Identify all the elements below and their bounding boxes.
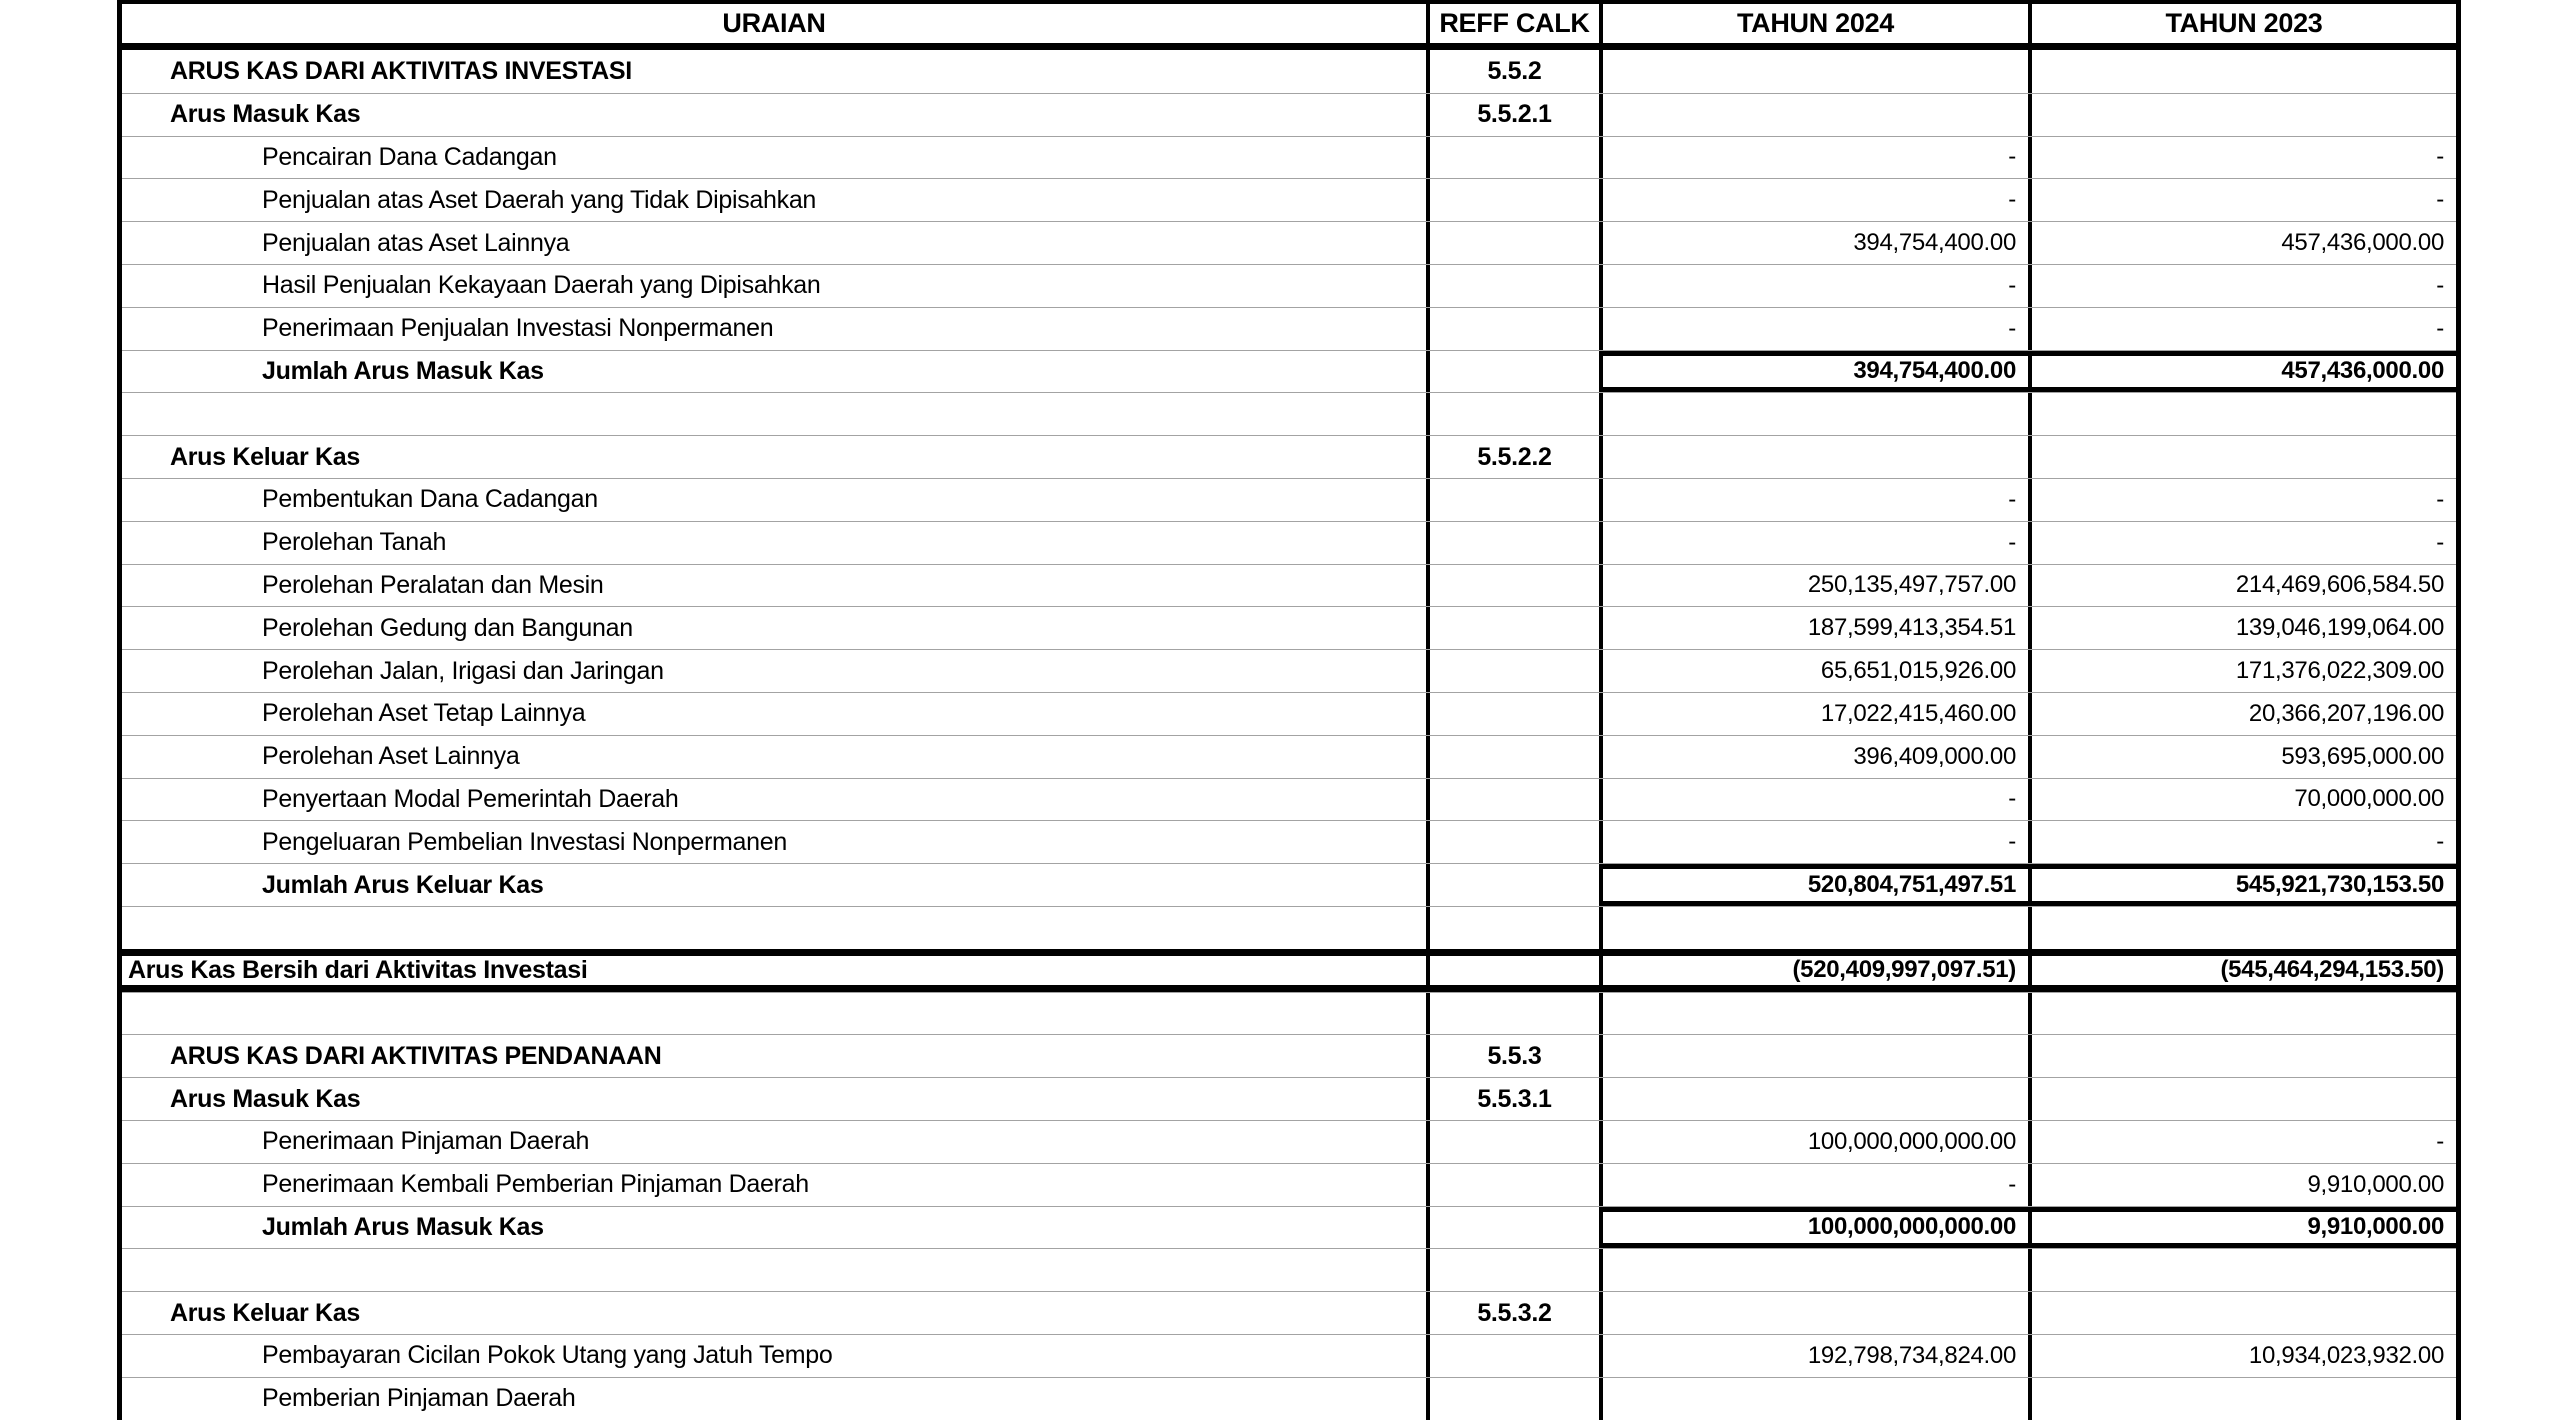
tahun-2024-cell <box>1603 1378 2032 1420</box>
table-header-row <box>122 4 2456 50</box>
uraian-cell: Perolehan Aset Lainnya <box>122 736 1430 778</box>
table-row <box>122 392 2456 435</box>
uraian-cell <box>122 393 1430 435</box>
tahun-2023-cell: 20,366,207,196.00 <box>2248 699 2444 727</box>
uraian-cell: Penerimaan Penjualan Investasi Nonpermanen <box>122 308 1430 350</box>
table-row <box>122 307 2456 350</box>
tahun-2024-cell <box>1603 1292 2032 1334</box>
tahun-2024-cell: 394,754,400.00 <box>1603 222 2032 264</box>
reff-calk-cell <box>1430 179 1603 221</box>
tahun-2023-cell: 593,695,000.00 <box>2281 742 2444 770</box>
table-row <box>122 1120 2456 1163</box>
tahun-2023-cell <box>2032 907 2456 949</box>
tahun-2024-cell: 100,000,000,000.00 <box>1603 1121 2032 1163</box>
reff-calk-cell <box>1430 693 1603 735</box>
uraian-cell: Penerimaan Kembali Pemberian Pinjaman Daerah <box>122 1164 1430 1206</box>
tahun-2023-cell <box>2032 50 2456 93</box>
table-row <box>122 735 2456 778</box>
cash-flow-table <box>117 0 2461 1420</box>
uraian-cell: Perolehan Tanah <box>122 522 1430 564</box>
uraian-cell: Penerimaan Pinjaman Daerah <box>122 1121 1430 1163</box>
tahun-2023-cell <box>2032 993 2456 1035</box>
table-row <box>122 1034 2456 1077</box>
tahun-2023-cell <box>2032 1292 2456 1334</box>
table-row <box>122 1163 2456 1206</box>
uraian-cell: Jumlah Arus Masuk Kas <box>122 351 1430 393</box>
tahun-2024-cell <box>1603 1035 2032 1077</box>
uraian-cell: Arus Keluar Kas <box>122 436 1430 478</box>
tahun-2023-cell: 171,376,022,309.00 <box>2235 657 2444 685</box>
uraian-cell: ARUS KAS DARI AKTIVITAS PENDANAAN <box>122 1035 1430 1077</box>
table-row <box>122 606 2456 649</box>
table-row <box>122 1206 2456 1249</box>
uraian-cell: Penjualan atas Aset Lainnya <box>122 222 1430 264</box>
reff-calk-cell <box>1430 736 1603 778</box>
reff-calk-cell: 5.5.2 <box>1430 50 1603 93</box>
uraian-cell: Arus Masuk Kas <box>122 94 1430 136</box>
reff-calk-cell: 5.5.2.1 <box>1430 94 1603 136</box>
tahun-2024-cell: 520,804,751,497.51 <box>1603 864 2032 906</box>
table-row <box>122 221 2456 264</box>
reff-calk-cell <box>1430 1164 1603 1206</box>
reff-calk-cell: 5.5.3.1 <box>1430 1078 1603 1120</box>
table-body <box>122 50 2456 1420</box>
reff-calk-cell <box>1430 607 1603 649</box>
tahun-2024-cell: 17,022,415,460.00 <box>1603 693 2032 735</box>
table-row <box>122 778 2456 821</box>
reff-calk-cell <box>1430 1335 1603 1377</box>
tahun-2024-cell: - <box>1603 308 2032 350</box>
uraian-cell: Arus Keluar Kas <box>122 1292 1430 1334</box>
tahun-2024-cell <box>1603 94 2032 136</box>
reff-calk-cell <box>1430 565 1603 607</box>
uraian-cell: Penjualan atas Aset Daerah yang Tidak Dipisahkan <box>122 179 1430 221</box>
table-row <box>122 521 2456 564</box>
tahun-2023-cell: - <box>2436 143 2444 171</box>
tahun-2024-cell <box>1603 1078 2032 1120</box>
reff-calk-cell <box>1430 479 1603 521</box>
table-row <box>122 992 2456 1035</box>
reff-calk-cell <box>1430 522 1603 564</box>
tahun-2024-cell: - <box>1603 1164 2032 1206</box>
table-row <box>122 906 2456 949</box>
table-row <box>122 949 2456 992</box>
table-row <box>122 264 2456 307</box>
uraian-cell: Perolehan Aset Tetap Lainnya <box>122 693 1430 735</box>
tahun-2023-cell: - <box>2436 186 2444 214</box>
table-row <box>122 649 2456 692</box>
tahun-2024-cell <box>1603 393 2032 435</box>
tahun-2024-cell: - <box>1603 821 2032 863</box>
reff-calk-cell <box>1430 864 1603 906</box>
tahun-2024-cell <box>1603 907 2032 949</box>
reff-calk-cell <box>1430 956 1603 985</box>
table-row <box>122 478 2456 521</box>
uraian-cell: Hasil Penjualan Kekayaan Daerah yang Dipisahkan <box>122 265 1430 307</box>
tahun-2023-cell: - <box>2436 828 2444 856</box>
uraian-cell <box>122 907 1430 949</box>
reff-calk-cell <box>1430 779 1603 821</box>
tahun-2024-cell: - <box>1603 265 2032 307</box>
uraian-cell: Perolehan Jalan, Irigasi dan Jaringan <box>122 650 1430 692</box>
table-row <box>122 1291 2456 1334</box>
tahun-2023-cell: 457,436,000.00 <box>2281 229 2444 257</box>
table-row <box>122 1077 2456 1120</box>
column-header-reff-calk: REFF CALK <box>1430 4 1603 43</box>
tahun-2023-cell <box>2032 1035 2456 1077</box>
tahun-2023-cell: - <box>2436 314 2444 342</box>
reff-calk-cell <box>1430 1378 1603 1420</box>
reff-calk-cell <box>1430 308 1603 350</box>
tahun-2024-cell: - <box>1603 779 2032 821</box>
reff-calk-cell <box>1430 222 1603 264</box>
uraian-cell: Pencairan Dana Cadangan <box>122 137 1430 179</box>
tahun-2023-cell <box>2032 436 2456 478</box>
reff-calk-cell <box>1430 650 1603 692</box>
uraian-cell: Perolehan Peralatan dan Mesin <box>122 565 1430 607</box>
tahun-2023-cell: 457,436,000.00 <box>2032 351 2456 393</box>
tahun-2023-cell: 545,921,730,153.50 <box>2032 864 2456 906</box>
column-header-tahun-2023: TAHUN 2023 <box>2165 8 2323 38</box>
reff-calk-cell <box>1430 821 1603 863</box>
reff-calk-cell: 5.5.3 <box>1430 1035 1603 1077</box>
table-row <box>122 1248 2456 1291</box>
uraian-cell: Perolehan Gedung dan Bangunan <box>122 607 1430 649</box>
reff-calk-cell <box>1430 1121 1603 1163</box>
reff-calk-cell <box>1430 393 1603 435</box>
table-row <box>122 863 2456 906</box>
tahun-2024-cell <box>1603 436 2032 478</box>
uraian-cell: Pemberian Pinjaman Daerah <box>122 1378 1430 1420</box>
tahun-2024-cell <box>1603 50 2032 93</box>
table-row <box>122 564 2456 607</box>
tahun-2024-cell: 394,754,400.00 <box>1603 351 2032 393</box>
tahun-2023-cell: - <box>2436 271 2444 299</box>
table-row <box>122 1377 2456 1420</box>
uraian-cell: Jumlah Arus Keluar Kas <box>122 864 1430 906</box>
tahun-2024-cell: 396,409,000.00 <box>1603 736 2032 778</box>
table-row <box>122 820 2456 863</box>
table-row <box>122 692 2456 735</box>
uraian-cell: Pembayaran Cicilan Pokok Utang yang Jatuh Tempo <box>122 1335 1430 1377</box>
tahun-2024-cell: 192,798,734,824.00 <box>1603 1335 2032 1377</box>
tahun-2023-cell: - <box>2436 1127 2444 1155</box>
tahun-2024-cell: 187,599,413,354.51 <box>1603 607 2032 649</box>
tahun-2023-cell: 214,469,606,584.50 <box>2235 571 2444 599</box>
tahun-2023-cell <box>2032 1249 2456 1291</box>
uraian-cell: Arus Masuk Kas <box>122 1078 1430 1120</box>
tahun-2023-cell <box>2032 1078 2456 1120</box>
column-header-tahun-2024: TAHUN 2024 <box>1603 4 2032 43</box>
tahun-2024-cell: 250,135,497,757.00 <box>1603 565 2032 607</box>
tahun-2023-cell: - <box>2436 528 2444 556</box>
uraian-cell: Pembentukan Dana Cadangan <box>122 479 1430 521</box>
uraian-cell <box>122 993 1430 1035</box>
column-header-uraian: URAIAN <box>122 4 1430 43</box>
tahun-2023-cell: 139,046,199,064.00 <box>2235 614 2444 642</box>
tahun-2024-cell: - <box>1603 179 2032 221</box>
reff-calk-cell <box>1430 1207 1603 1249</box>
uraian-cell: ARUS KAS DARI AKTIVITAS INVESTASI <box>122 50 1430 93</box>
uraian-cell <box>122 1249 1430 1291</box>
uraian-cell: Penyertaan Modal Pemerintah Daerah <box>122 779 1430 821</box>
tahun-2023-cell: 9,910,000.00 <box>2307 1170 2444 1198</box>
reff-calk-cell <box>1430 265 1603 307</box>
table-row <box>122 1334 2456 1377</box>
reff-calk-cell <box>1430 351 1603 393</box>
tahun-2024-cell: - <box>1603 137 2032 179</box>
table-row <box>122 178 2456 221</box>
tahun-2024-cell: - <box>1603 522 2032 564</box>
tahun-2023-cell <box>2032 1378 2456 1420</box>
table-row <box>122 435 2456 478</box>
table-row <box>122 50 2456 93</box>
uraian-cell: Arus Kas Bersih dari Aktivitas Investasi <box>122 956 1430 985</box>
tahun-2023-cell: (545,464,294,153.50) <box>2220 956 2444 984</box>
uraian-cell: Jumlah Arus Masuk Kas <box>122 1207 1430 1249</box>
tahun-2023-cell <box>2032 94 2456 136</box>
reff-calk-cell <box>1430 907 1603 949</box>
table-row <box>122 350 2456 393</box>
tahun-2023-cell: 10,934,023,932.00 <box>2248 1341 2444 1369</box>
reff-calk-cell <box>1430 1249 1603 1291</box>
tahun-2024-cell: - <box>1603 479 2032 521</box>
tahun-2024-cell: (520,409,997,097.51) <box>1603 956 2032 985</box>
tahun-2023-cell: 70,000,000.00 <box>2294 785 2444 813</box>
reff-calk-cell: 5.5.2.2 <box>1430 436 1603 478</box>
reff-calk-cell: 5.5.3.2 <box>1430 1292 1603 1334</box>
tahun-2024-cell <box>1603 1249 2032 1291</box>
tahun-2023-cell: 9,910,000.00 <box>2032 1207 2456 1249</box>
tahun-2024-cell: 65,651,015,926.00 <box>1603 650 2032 692</box>
tahun-2023-cell: - <box>2436 485 2444 513</box>
tahun-2024-cell <box>1603 993 2032 1035</box>
tahun-2023-cell <box>2032 393 2456 435</box>
uraian-cell: Pengeluaran Pembelian Investasi Nonpermanen <box>122 821 1430 863</box>
table-row <box>122 93 2456 136</box>
reff-calk-cell <box>1430 993 1603 1035</box>
table-row <box>122 136 2456 179</box>
reff-calk-cell <box>1430 137 1603 179</box>
tahun-2024-cell: 100,000,000,000.00 <box>1603 1207 2032 1249</box>
